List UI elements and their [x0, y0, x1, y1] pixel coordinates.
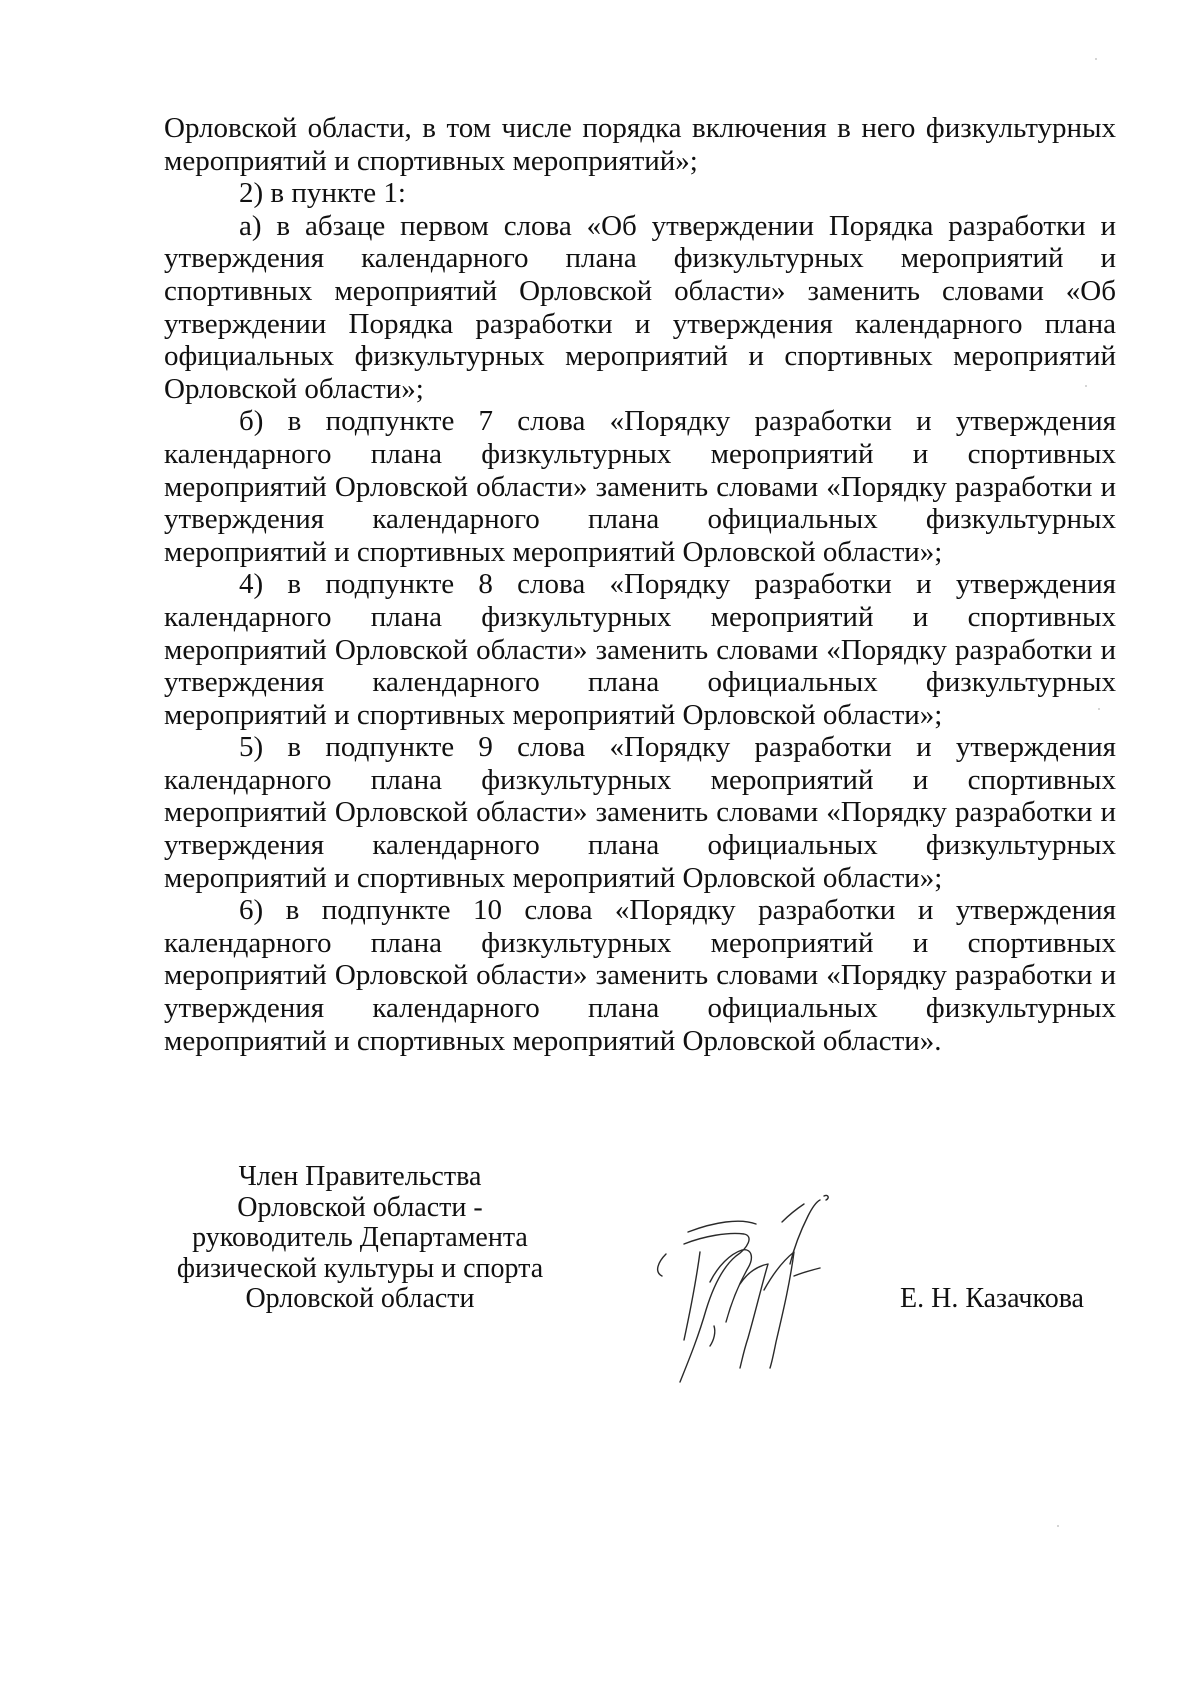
scan-speck: [1085, 385, 1087, 387]
paragraph-item-2: 2) в пункте 1:: [239, 177, 406, 210]
signatory-name: Е. Н. Казачкова: [900, 1283, 1084, 1314]
signatory-title-line: Член Правительства: [238, 1161, 482, 1192]
paragraph-subitem-4: 4) в подпункте 8 слова «Порядку разработки и утверждения календарного плана физкультурных мероприятий и спортивных мероприятий Орловской области» заменить словами «Порядку разработки и утверждения календарного плана официальных физкультурных мероприятий и спортивных мероприятий Орловской области»;: [164, 568, 1116, 731]
paragraph-subitem-b: б) в подпункте 7 слова «Порядку разработки и утверждения календарного плана физкультурных мероприятий и спортивных мероприятий Орловской области» заменить словами «Порядку разработки и утверждения календарного плана официальных физкультурных мероприятий и спортивных мероприятий Орловской области»;: [164, 405, 1116, 568]
signatory-title-line: руководитель Департамента: [192, 1222, 528, 1253]
signatory-title-line: физической культуры и спорта: [176, 1252, 544, 1284]
paragraph-continuation: Орловской области, в том числе порядка включения в него физкультурных мероприятий и спортивных мероприятий»;: [164, 112, 1116, 177]
signatory-title-line: Орловской области -: [237, 1191, 483, 1223]
document-body: [164, 112, 1116, 1057]
paragraph-subitem-5: 5) в подпункте 9 слова «Порядку разработки и утверждения календарного плана физкультурных мероприятий и спортивных мероприятий Орловской области» заменить словами «Порядку разработки и утверждения календарного плана официальных физкультурных мероприятий и спортивных мероприятий Орловской области»;: [164, 731, 1116, 894]
signatory-title-line: Орловской области: [245, 1283, 475, 1314]
signature-block: [164, 1162, 1084, 1392]
scan-speck: [1057, 1525, 1059, 1527]
paragraph-subitem-6: 6) в подпункте 10 слова «Порядку разработки и утверждения календарного плана физкультурных мероприятий и спортивных мероприятий Орловской области» заменить словами «Порядку разработки и утверждения календарного плана официальных физкультурных мероприятий и спортивных мероприятий Орловской области».: [164, 894, 1116, 1057]
handwritten-signature: [644, 1192, 864, 1392]
scan-speck: [1098, 708, 1100, 710]
scan-speck: [1095, 58, 1097, 60]
signatory-title: [164, 1162, 556, 1315]
paragraph-subitem-a: а) в абзаце первом слова «Об утверждении Порядка разработки и утверждения календарного плана физкультурных мероприятий и спортивных мероприятий Орловской области» заменить словами «Об утверждении Порядка разработки и утверждения календарного плана официальных физкультурных мероприятий и спортивных мероприятий Орловской области»;: [164, 209, 1116, 405]
